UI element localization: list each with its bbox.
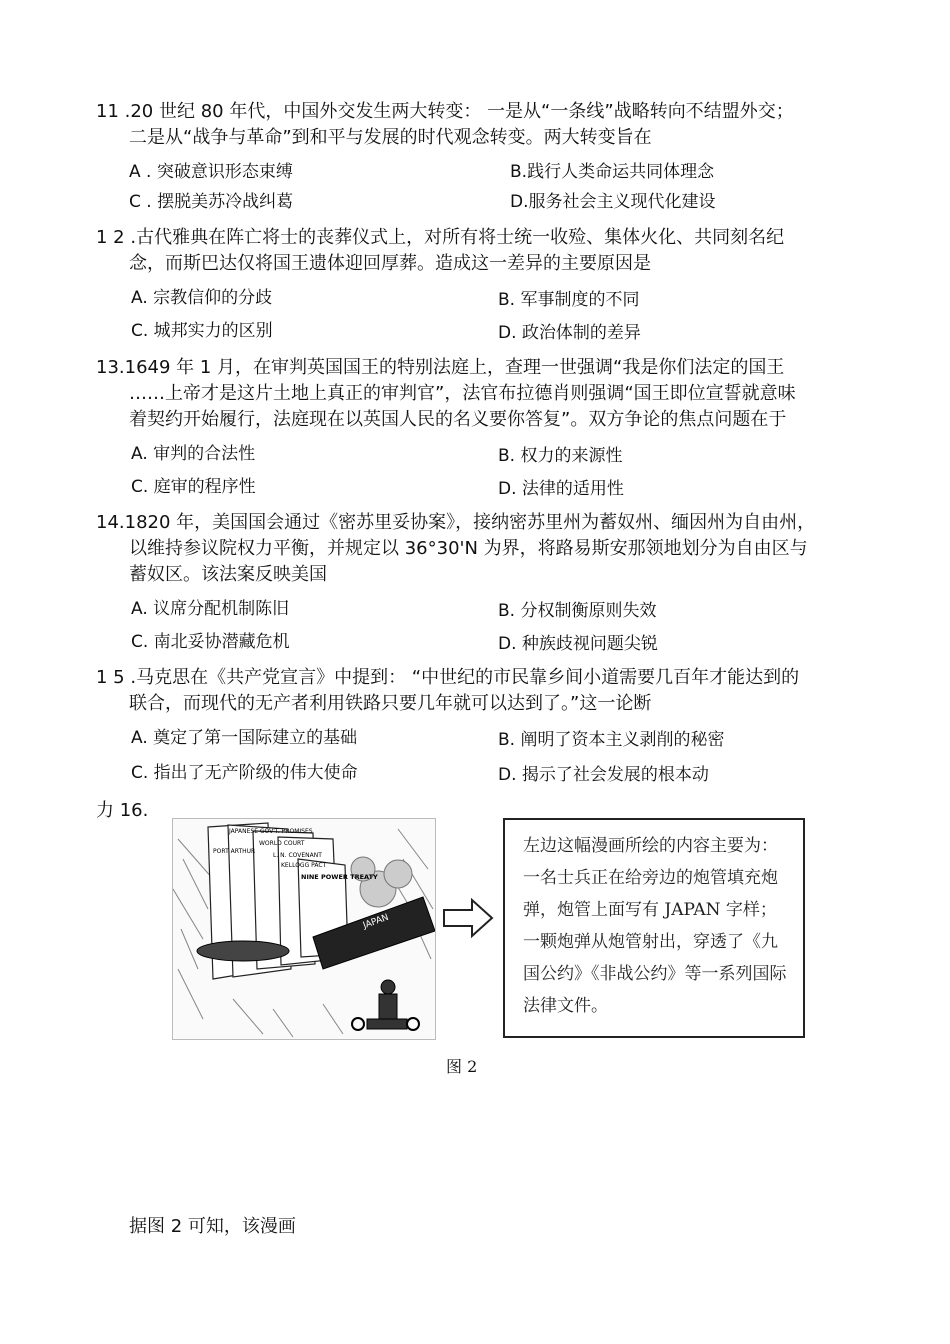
q14-stem-line2: 以维持参议院权力平衡，并规定以 36°30'N 为界，将路易斯安那领地划分为自由区与 (129, 538, 808, 559)
cartoon-label: L. N. COVENANT (273, 852, 322, 859)
q15-option-c: C. 指出了无产阶级的伟大使命 (131, 763, 358, 783)
cartoon-label: JAPANESE GOV'T. PROMISES (229, 828, 313, 835)
q12-option-b: B. 军事制度的不同 (498, 290, 640, 310)
right-arrow-icon (442, 898, 494, 938)
q15-option-d: D. 揭示了社会发展的根本动 (498, 765, 709, 785)
cartoon-label-japan: JAPAN (361, 912, 391, 932)
q11-stem-line2: 二是从“战争与革命”到和平与发展的时代观念转变。两大转变旨在 (129, 127, 652, 148)
cartoon-label: KELLOGG PACT (281, 862, 327, 869)
q13-option-d: D. 法律的适用性 (498, 479, 624, 499)
q11-option-d: D.服务社会主义现代化建设 (510, 192, 716, 212)
cartoon-label: PORT ARTHUR (213, 848, 256, 855)
q12-option-c: C. 城邦实力的区别 (131, 321, 273, 341)
political-cartoon-image (172, 818, 436, 1040)
q14-stem-line3: 蓄奴区。该法案反映美国 (129, 564, 327, 585)
q15-option-b: B. 阐明了资本主义剥削的秘密 (498, 730, 725, 750)
q13-option-c: C. 庭审的程序性 (131, 477, 256, 497)
cartoon-label: NINE POWER TREATY (301, 873, 378, 881)
cartoon-label: WORLD COURT (259, 840, 305, 847)
q11-option-a: A . 突破意识形态束缚 (129, 162, 293, 182)
q13-stem-line2: ……上帝才是这片土地上真正的审判官”，法官布拉德肖则强调“国王即位宣誓就意味 (129, 383, 796, 404)
q12-option-a: A. 宗教信仰的分歧 (131, 288, 273, 308)
q11-stem-line1: 11 .20 世纪 80 年代，中国外交发生两大转变： 一是从“一条线”战略转向不结盟外交； (96, 101, 794, 122)
q14-option-c: C. 南北妥协潜藏危机 (131, 632, 290, 652)
q16-stem: 据图 2 可知，该漫画 (129, 1216, 296, 1237)
q13-option-a: A. 审判的合法性 (131, 444, 256, 464)
q13-option-b: B. 权力的来源性 (498, 446, 623, 466)
q15-option-a: A. 奠定了第一国际建立的基础 (131, 728, 358, 748)
q15-stem-line1: 1 5 .马克思在《共产党宣言》中提到： “中世纪的市民靠乡间小道需要几百年才能达到的 (96, 667, 800, 688)
q14-option-a: A. 议席分配机制陈旧 (131, 599, 290, 619)
q15-stem-line2: 联合，而现代的无产者利用铁路只要几年就可以达到了。”这一论断 (129, 693, 652, 714)
q13-stem-line1: 13.1649 年 1 月，在审判英国国王的特别法庭上，查理一世强调“我是你们法定的国王 (96, 357, 785, 378)
q13-stem-line3: 着契约开始履行，法庭现在以英国人民的名义要你答复”。双方争论的焦点问题在于 (129, 409, 787, 430)
figure-caption: 图 2 (446, 1057, 478, 1076)
q12-stem-line2: 念，而斯巴达仅将国王遗体迎回厚葬。造成这一差异的主要原因是 (129, 253, 651, 274)
q11-option-c: C . 摆脱美苏冷战纠葛 (129, 192, 294, 212)
q12-option-d: D. 政治体制的差异 (498, 323, 641, 343)
q14-option-d: D. 种族歧视问题尖锐 (498, 634, 658, 654)
q12-stem-line1: 1 2 .古代雅典在阵亡将士的丧葬仪式上，对所有将士统一收殓、集体火化、共同刻名纪 (96, 227, 785, 248)
cartoon-description-box: 左边这幅漫画所绘的内容主要为：一名士兵正在给旁边的炮管填充炮弹，炮管上面写有 JAPAN 字样；一颗炮弹从炮管射出，穿透了《九国公约》《非战公约》等一系列国际法律文件。 (503, 818, 805, 1038)
q14-option-b: B. 分权制衡原则失效 (498, 601, 657, 621)
q11-option-b: B.践行人类命运共同体理念 (510, 162, 715, 182)
q16-lead: 力 16. (96, 800, 149, 821)
q14-stem-line1: 14.1820 年，美国国会通过《密苏里妥协案》，接纳密苏里州为蓄奴州、缅因州为自由州， (96, 512, 816, 533)
